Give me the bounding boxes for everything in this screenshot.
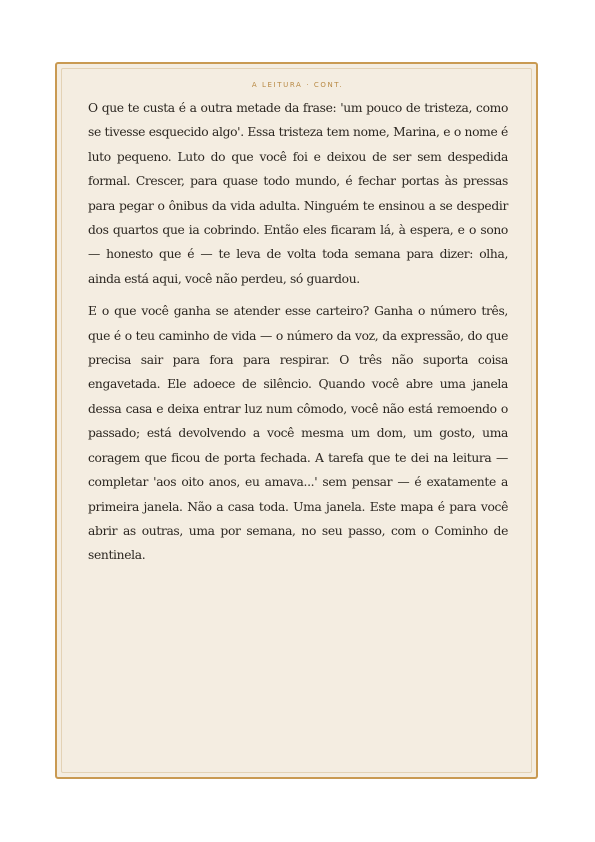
paragraph-2: E o que você ganha se atender esse carteiro? Ganha o número três, que é o teu caminho de vida — o número da voz, da expressão, do que precisa sair para fora para respirar. O três não suporta coisa engavetada. Ele adoece de silêncio. Quando você abre uma janela dessa casa e deixa entrar luz num cômodo, você não está remoendo o passado; está devolvendo a você mesma um dom, um gosto, uma coragem que ficou de porta fechada. A tarefa que te dei na leitura — completar 'aos oito anos, eu amava...' sem pensar — é exatamente a primeira janela. Não a casa toda. Uma janela. Este mapa é para você abrir as outras, uma por semana, no seu passo, com o Cominho de sentinela. (88, 304, 508, 563)
running-header: A LEITURA · CONT. (251, 81, 344, 89)
body-text (88, 96, 508, 576)
paragraph-1: O que te custa é a outra metade da frase: 'um pouco de tristeza, como se tivesse esquecido algo'. Essa tristeza tem nome, Marina, e o nome é luto pequeno. Luto do que você foi e deixou de ser sem despedida formal. Crescer, para quase todo mundo, é fechar portas às pressas para pegar o ônibus da vida adulta. Ninguém te ensinou a se despedir dos quartos que ia cobrindo. Então eles ficaram lá, à espera, e o sono — honesto que é — te leva de volta toda semana para dizer: olha, ainda está aqui, você não perdeu, só guardou. (88, 101, 508, 286)
